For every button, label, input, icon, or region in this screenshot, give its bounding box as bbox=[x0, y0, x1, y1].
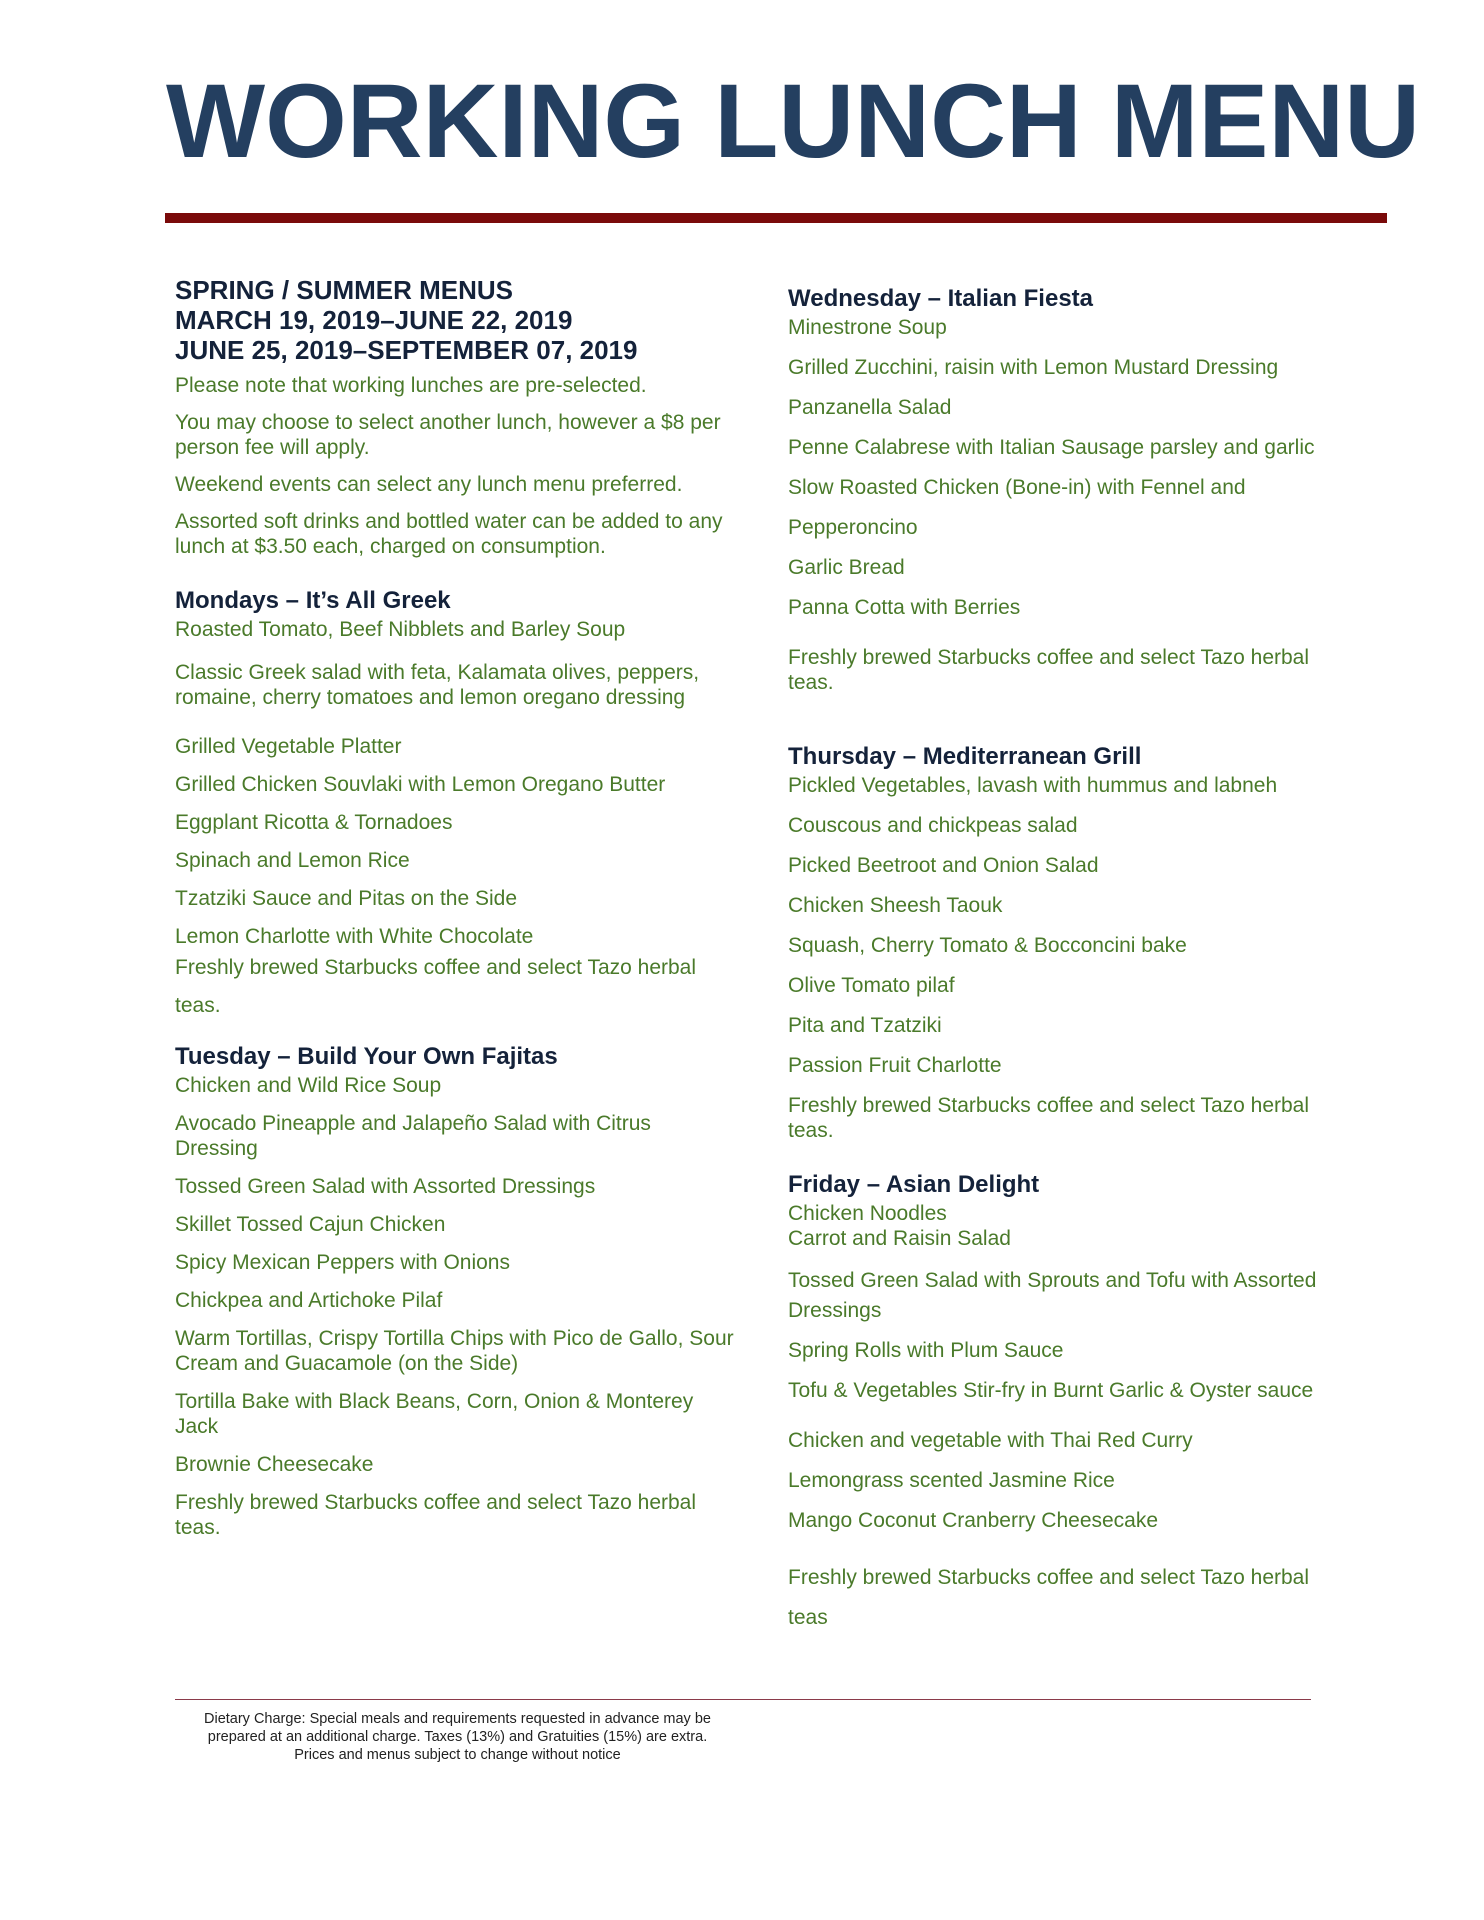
menu-item: Panna Cotta with Berries bbox=[788, 596, 1021, 619]
menu-item: Tzatziki Sauce and Pitas on the Side bbox=[175, 887, 518, 910]
menu-item: Minestrone Soup bbox=[788, 316, 947, 339]
season-dates-2: JUNE 25, 2019–SEPTEMBER 07, 2019 bbox=[175, 335, 638, 365]
day-heading: Thursday – Mediterranean Grill bbox=[788, 743, 1142, 770]
title-divider bbox=[165, 213, 1387, 223]
menu-monday bbox=[175, 587, 735, 1025]
menu-item: Olive Tomato pilaf bbox=[788, 974, 955, 997]
menu-item: Spring Rolls with Plum Sauce bbox=[788, 1339, 1064, 1362]
menu-item: Brownie Cheesecake bbox=[175, 1453, 374, 1476]
menu-item: Tofu & Vegetables Stir-fry in Burnt Garlic & Oyster sauce bbox=[788, 1379, 1314, 1402]
menu-item: Freshly brewed Starbucks coffee and select Tazo herbal teas bbox=[788, 1566, 1310, 1629]
day-heading: Wednesday – Italian Fiesta bbox=[788, 285, 1094, 312]
menu-friday bbox=[788, 1171, 1348, 1638]
menu-item: Avocado Pineapple and Jalapeño Salad with Citrus Dressing bbox=[175, 1112, 651, 1160]
menu-item: Lemon Charlotte with White Chocolate bbox=[175, 925, 534, 948]
menu-item: Pepperoncino bbox=[788, 516, 918, 539]
menu-item: Classic Greek salad with feta, Kalamata olives, peppers, romaine, cherry tomatoes and lemon oregano dressing bbox=[175, 661, 700, 709]
menu-item: Freshly brewed Starbucks coffee and select Tazo herbal teas. bbox=[175, 1491, 697, 1539]
page-title: WORKING LUNCH MENU bbox=[166, 63, 1421, 180]
menu-item: Picked Beetroot and Onion Salad bbox=[788, 854, 1099, 877]
menu-item: Chickpea and Artichoke Pilaf bbox=[175, 1289, 443, 1312]
season-title: SPRING / SUMMER MENUS bbox=[175, 275, 514, 305]
menu-item: Chicken Sheesh Taouk bbox=[788, 894, 1003, 917]
menu-item: Chicken Noodles bbox=[788, 1202, 947, 1225]
note-fee: You may choose to select another lunch, however a $8 per person fee will apply. bbox=[175, 411, 721, 459]
menu-item: Passion Fruit Charlotte bbox=[788, 1054, 1002, 1077]
menu-item: Tossed Green Salad with Assorted Dressings bbox=[175, 1175, 596, 1198]
menu-item: Skillet Tossed Cajun Chicken bbox=[175, 1213, 446, 1236]
footer-line: Dietary Charge: Special meals and requirements requested in advance may be bbox=[204, 1711, 711, 1727]
menu-item: Couscous and chickpeas salad bbox=[788, 814, 1078, 837]
menu-item: Spinach and Lemon Rice bbox=[175, 849, 410, 872]
menu-item: Spicy Mexican Peppers with Onions bbox=[175, 1251, 510, 1274]
day-heading: Mondays – It’s All Greek bbox=[175, 587, 451, 614]
menu-item: Warm Tortillas, Crispy Tortilla Chips with Pico de Gallo, Sour Cream and Guacamole (on the Side) bbox=[175, 1327, 734, 1375]
day-heading: Tuesday – Build Your Own Fajitas bbox=[175, 1043, 558, 1070]
menu-item: Pickled Vegetables, lavash with hummus and labneh bbox=[788, 774, 1278, 797]
note-preselected: Please note that working lunches are pre-selected. bbox=[175, 374, 647, 397]
menu-item: Freshly brewed Starbucks coffee and select Tazo herbal teas. bbox=[175, 956, 697, 1017]
menu-thursday bbox=[788, 743, 1348, 1143]
season-dates-1: MARCH 19, 2019–JUNE 22, 2019 bbox=[175, 305, 573, 335]
menu-item: Chicken and Wild Rice Soup bbox=[175, 1074, 442, 1097]
menu-item: Squash, Cherry Tomato & Bocconcini bake bbox=[788, 934, 1187, 957]
menu-item: Eggplant Ricotta & Tornadoes bbox=[175, 811, 453, 834]
menu-item: Grilled Zucchini, raisin with Lemon Mustard Dressing bbox=[788, 356, 1279, 379]
menu-item: Chicken and vegetable with Thai Red Curry bbox=[788, 1429, 1193, 1452]
note-weekend: Weekend events can select any lunch menu preferred. bbox=[175, 473, 683, 496]
menu-item: Freshly brewed Starbucks coffee and select Tazo herbal teas. bbox=[788, 646, 1310, 694]
note-drinks: Assorted soft drinks and bottled water can be added to any lunch at $3.50 each, charged on consumption. bbox=[175, 510, 723, 558]
menu-tuesday bbox=[175, 1043, 735, 1540]
footer-note bbox=[175, 1710, 740, 1764]
menu-item: Grilled Chicken Souvlaki with Lemon Oregano Butter bbox=[175, 773, 666, 796]
menu-item: Slow Roasted Chicken (Bone-in) with Fennel and bbox=[788, 476, 1246, 499]
right-column bbox=[788, 285, 1348, 1638]
menu-wednesday bbox=[788, 285, 1348, 695]
menu-item: Garlic Bread bbox=[788, 556, 905, 579]
menu-item: Carrot and Raisin Salad bbox=[788, 1227, 1011, 1250]
footer-line: Prices and menus subject to change without notice bbox=[294, 1747, 621, 1763]
menu-item: Freshly brewed Starbucks coffee and select Tazo herbal teas. bbox=[788, 1094, 1310, 1142]
menu-item: Panzanella Salad bbox=[788, 396, 952, 419]
left-column bbox=[175, 275, 735, 1540]
menu-item: Grilled Vegetable Platter bbox=[175, 735, 402, 758]
menu-item: Penne Calabrese with Italian Sausage parsley and garlic bbox=[788, 436, 1315, 459]
menu-item: Tossed Green Salad with Sprouts and Tofu with Assorted Dressings bbox=[788, 1269, 1317, 1322]
menu-item: Lemongrass scented Jasmine Rice bbox=[788, 1469, 1115, 1492]
season-header bbox=[175, 275, 735, 559]
footer-line: prepared at an additional charge. Taxes (13%) and Gratuities (15%) are extra. bbox=[207, 1729, 708, 1745]
day-heading: Friday – Asian Delight bbox=[788, 1171, 1040, 1198]
menu-item: Mango Coconut Cranberry Cheesecake bbox=[788, 1509, 1159, 1532]
footer-divider bbox=[175, 1699, 1311, 1700]
menu-item: Pita and Tzatziki bbox=[788, 1014, 942, 1037]
menu-item: Tortilla Bake with Black Beans, Corn, Onion & Monterey Jack bbox=[175, 1390, 694, 1438]
menu-item: Roasted Tomato, Beef Nibblets and Barley Soup bbox=[175, 618, 626, 641]
